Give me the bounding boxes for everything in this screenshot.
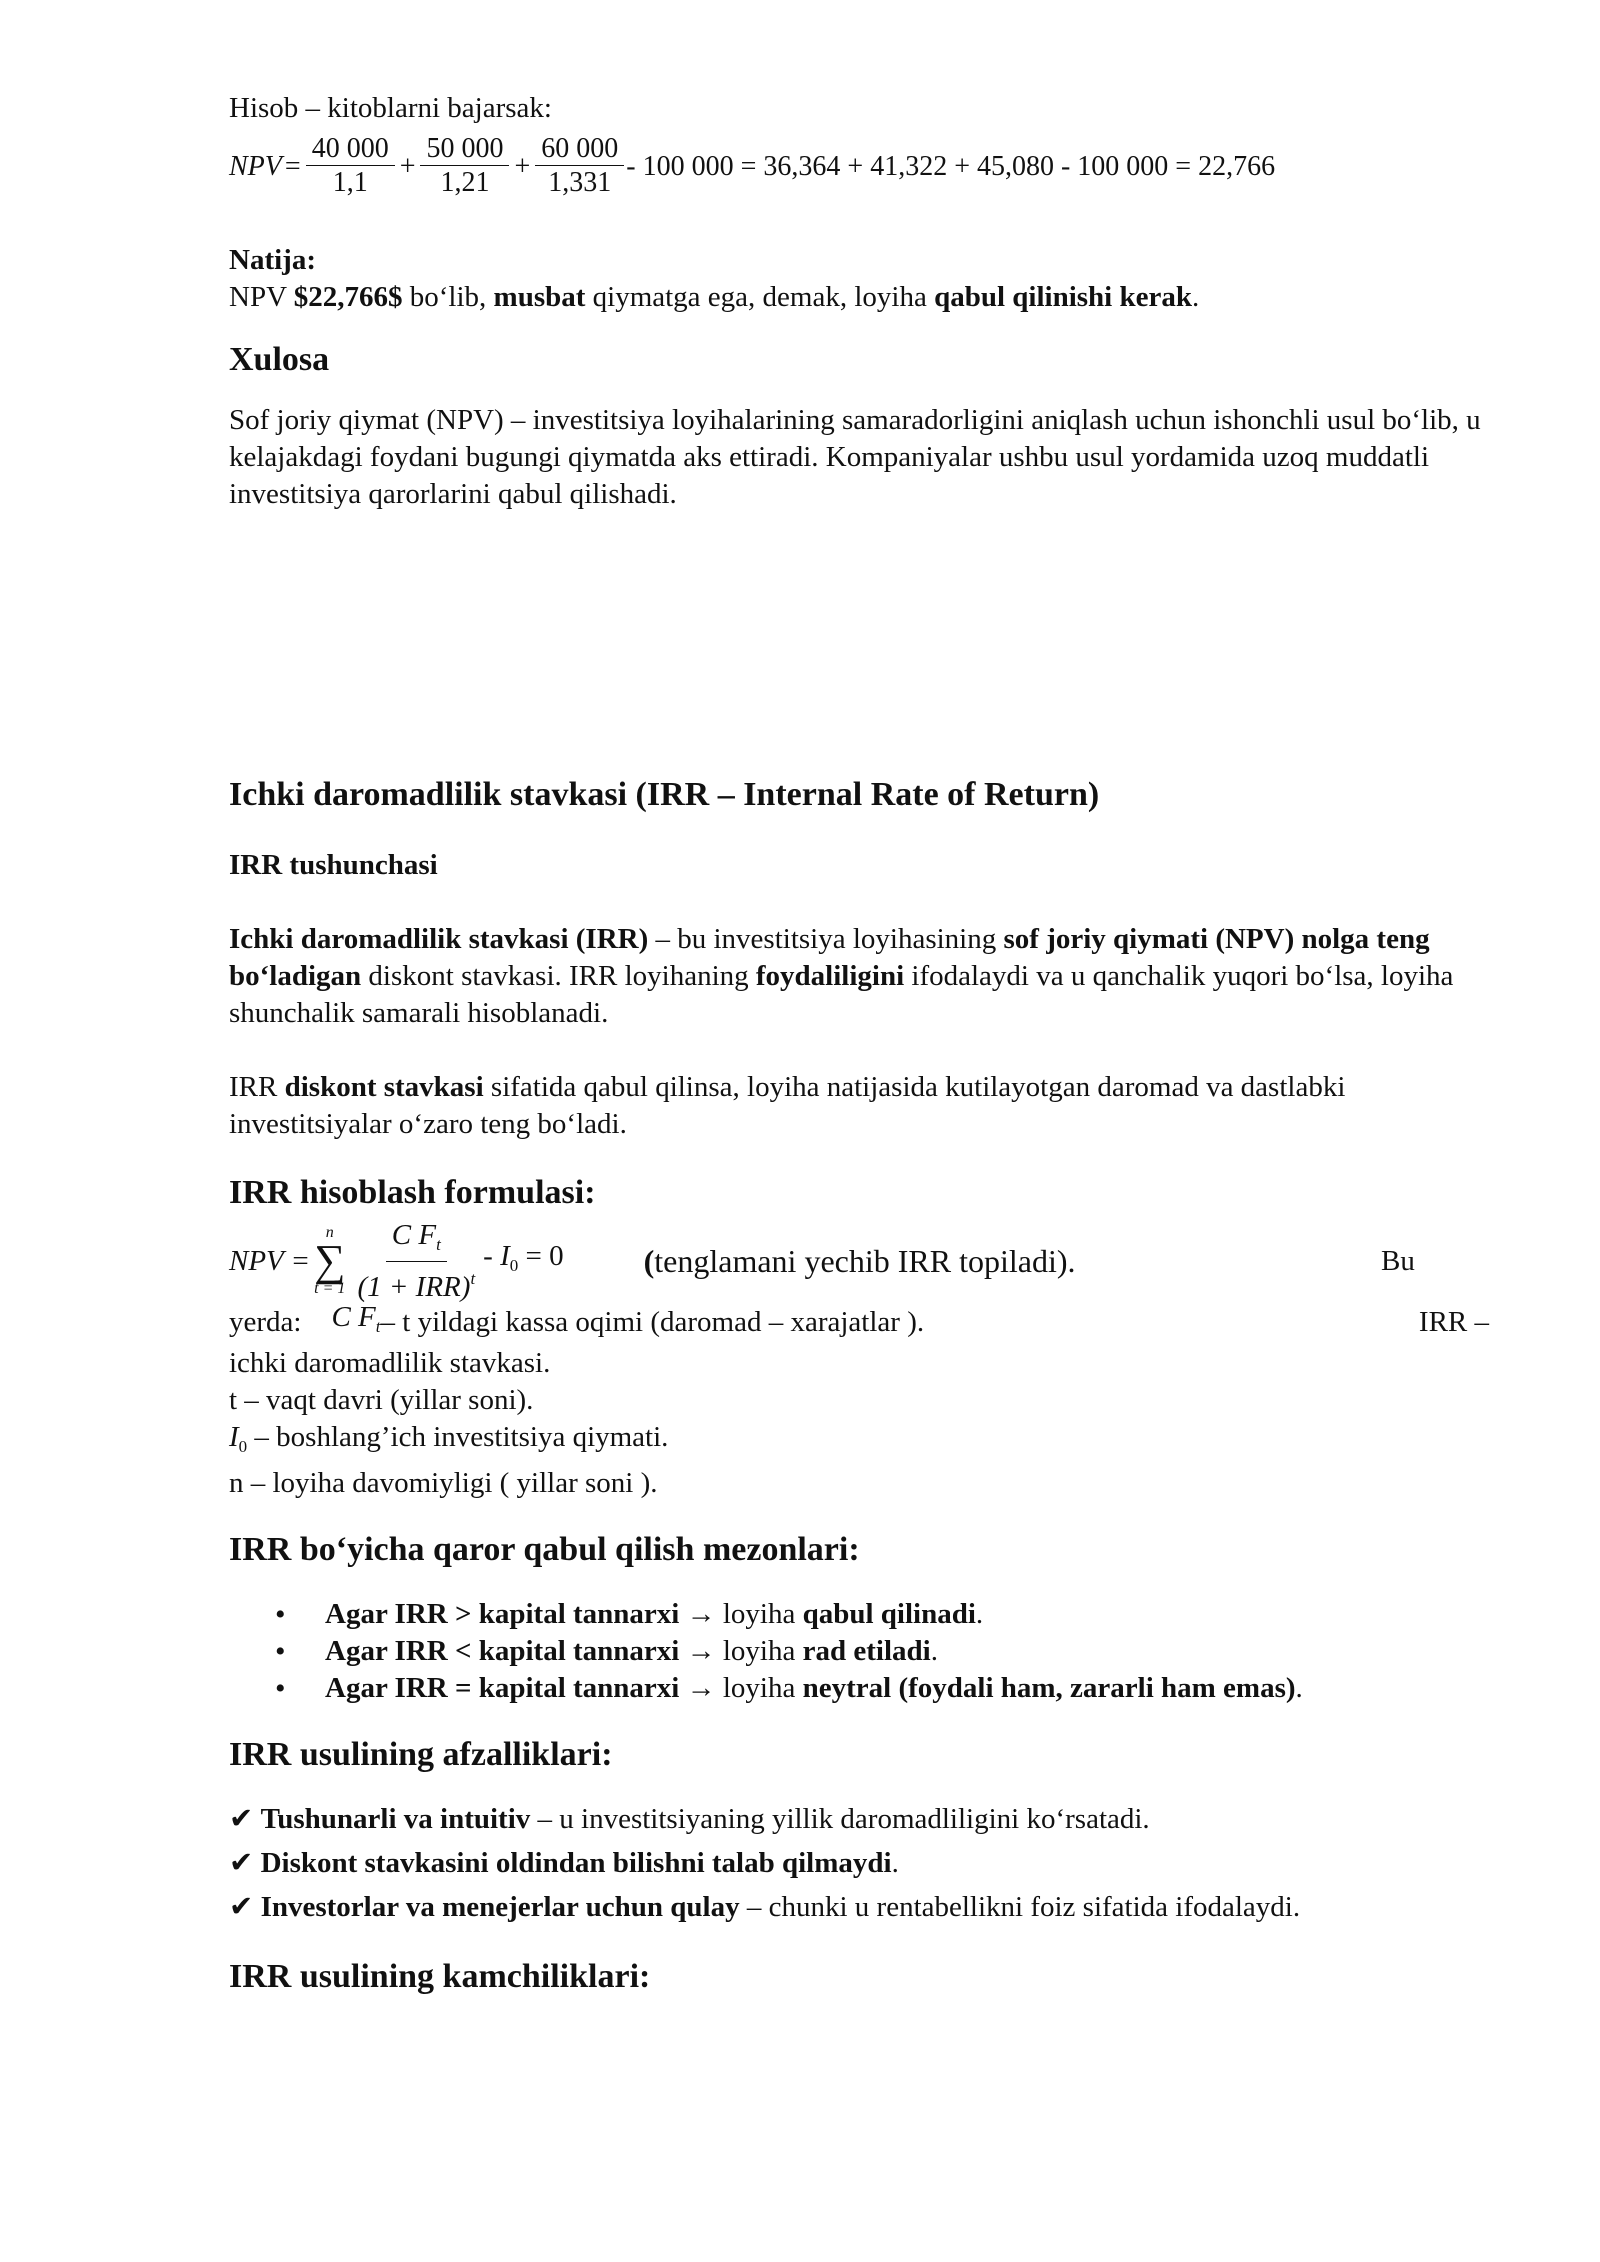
sum-sign: n ∑ t = 1: [314, 1224, 346, 1297]
yerda-label: yerda:: [229, 1305, 302, 1338]
check-icon: ✔: [229, 1803, 261, 1835]
calc-intro: Hisob – kitoblarni bajarsak:: [229, 92, 552, 124]
list-item: ✔ Diskont stavkasini oldindan bilishni talab qilmaydi.: [229, 1847, 899, 1879]
plus-sign: +: [399, 150, 416, 182]
fraction-numerator: 40 000: [306, 133, 395, 166]
xulosa-heading: Xulosa: [229, 341, 330, 378]
document-page: [229, 90, 1489, 1999]
irr-section-title: Ichki daromadlilik stavkasi (IRR – Internal Rate of Return): [229, 776, 1100, 813]
fraction-3: [535, 133, 624, 200]
irr-definition: Ichki daromadlilik stavkasi (IRR) – bu investitsiya loyihasining sof joriy qiymati (NPV) nolga teng bo‘ladigan diskont stavkasi. IRR loyihaning foydaliligini ifodalaydi va u qanchalik yuqori bo‘lsa, loyiha shunchalik samarali hisoblanadi.: [229, 923, 1454, 1029]
irr-discount-text: IRR diskont stavkasi sifatida qabul qilinsa, loyiha natijasida kutilayotgan daromad va dastlabki investitsiyalar o‘zaro teng bo‘ladi.: [229, 1071, 1346, 1140]
fraction-denominator: 1,21: [440, 166, 490, 198]
fraction-denominator: (1 + IRR)$^t$: [357, 1268, 476, 1303]
xulosa-text: Sof joriy qiymat (NPV) – investitsiya loyihalarining samaradorligini aniqlash uchun ishonchli usul bo‘lib, u kelajakdagi foydani bugungi qiymatda aks ettiradi. Kompaniyalar ushbu usul yordamida uzoq muddatli investitsiya qarorlarini qabul qilishadi.: [229, 404, 1481, 510]
list-item: • Agar IRR < kapital tannarxi → loyiha rad etiladi.: [325, 1633, 1489, 1670]
equals-sign: =: [284, 150, 301, 182]
n-description: n – loyiha davomiyligi ( yillar soni ).: [229, 1467, 658, 1499]
irr-formula-heading: IRR hisoblash formulasi:: [229, 1174, 596, 1211]
fraction-2: [420, 133, 509, 200]
check-icon: ✔: [229, 1847, 261, 1879]
irr-formula: [229, 1209, 1489, 1313]
fraction-numerator: 50 000: [420, 133, 509, 166]
list-item: ✔ Tushunarli va intuitiv – u investitsiyaning yillik daromadliligini ko‘rsatadi.: [229, 1803, 1150, 1835]
fraction-1: [306, 133, 395, 200]
criteria-heading: IRR bo‘yicha qaror qabul qilish mezonlari:: [229, 1531, 860, 1568]
check-icon: ✔: [229, 1891, 261, 1923]
fraction-denominator: 1,1: [332, 166, 368, 198]
i0-description: $I_0$ – boshlang’ich investitsiya qiymati.: [229, 1421, 669, 1456]
formula-note: (tenglamani yechib IRR topiladi).: [643, 1242, 1076, 1279]
cf-symbol: C $F_t$: [331, 1301, 381, 1336]
formula-tail: - 100 000 = 36,364 + 41,322 + 45,080 - 100 000 = 22,766: [626, 150, 1276, 182]
cf-description: – t yildagi kassa oqimi (daromad – xarajatlar ).: [380, 1305, 925, 1338]
fraction-numerator: 60 000: [535, 133, 624, 166]
bu-word: Bu: [1381, 1244, 1415, 1277]
disadvantages-heading: IRR usulining kamchiliklari:: [229, 1958, 651, 1995]
irr-concept-heading: IRR tushunchasi: [229, 849, 438, 881]
criteria-list: [229, 1596, 1489, 1707]
advantages-heading: IRR usulining afzalliklari:: [229, 1736, 613, 1773]
list-item: ✔ Investorlar va menejerlar uchun qulay – chunki u rentabellikni foiz sifatida ifodalaydi.: [229, 1891, 1301, 1923]
fraction-denominator: 1,331: [548, 166, 612, 198]
t-description: t – vaqt davri (yillar soni).: [229, 1384, 534, 1416]
list-item: • Agar IRR > kapital tannarxi → loyiha qabul qilinadi.: [325, 1596, 1489, 1633]
cf-definition: [229, 1299, 1489, 1345]
irr-dash: IRR –: [1418, 1305, 1489, 1338]
formula-tail: - $I_0 = 0$: [483, 1240, 564, 1275]
irr-fraction: [351, 1219, 481, 1304]
npv-symbol: NPV =: [229, 1244, 311, 1277]
natija-text: NPV $22,766$ bo‘lib, musbat qiymatga ega, demak, loyiha qabul qilinishi kerak.: [229, 281, 1200, 313]
irr-description: ichki daromadlilik stavkasi.: [229, 1347, 551, 1379]
natija-heading: Natija:: [229, 244, 316, 276]
list-item: • Agar IRR = kapital tannarxi → loyiha neytral (foydali ham, zararli ham emas).: [325, 1670, 1489, 1707]
npv-formula: [229, 127, 1489, 205]
plus-sign: +: [514, 150, 531, 182]
advantages-list: [229, 1797, 1489, 1929]
fraction-numerator: C $F_t$: [386, 1219, 447, 1262]
npv-symbol: NPV: [229, 150, 282, 182]
